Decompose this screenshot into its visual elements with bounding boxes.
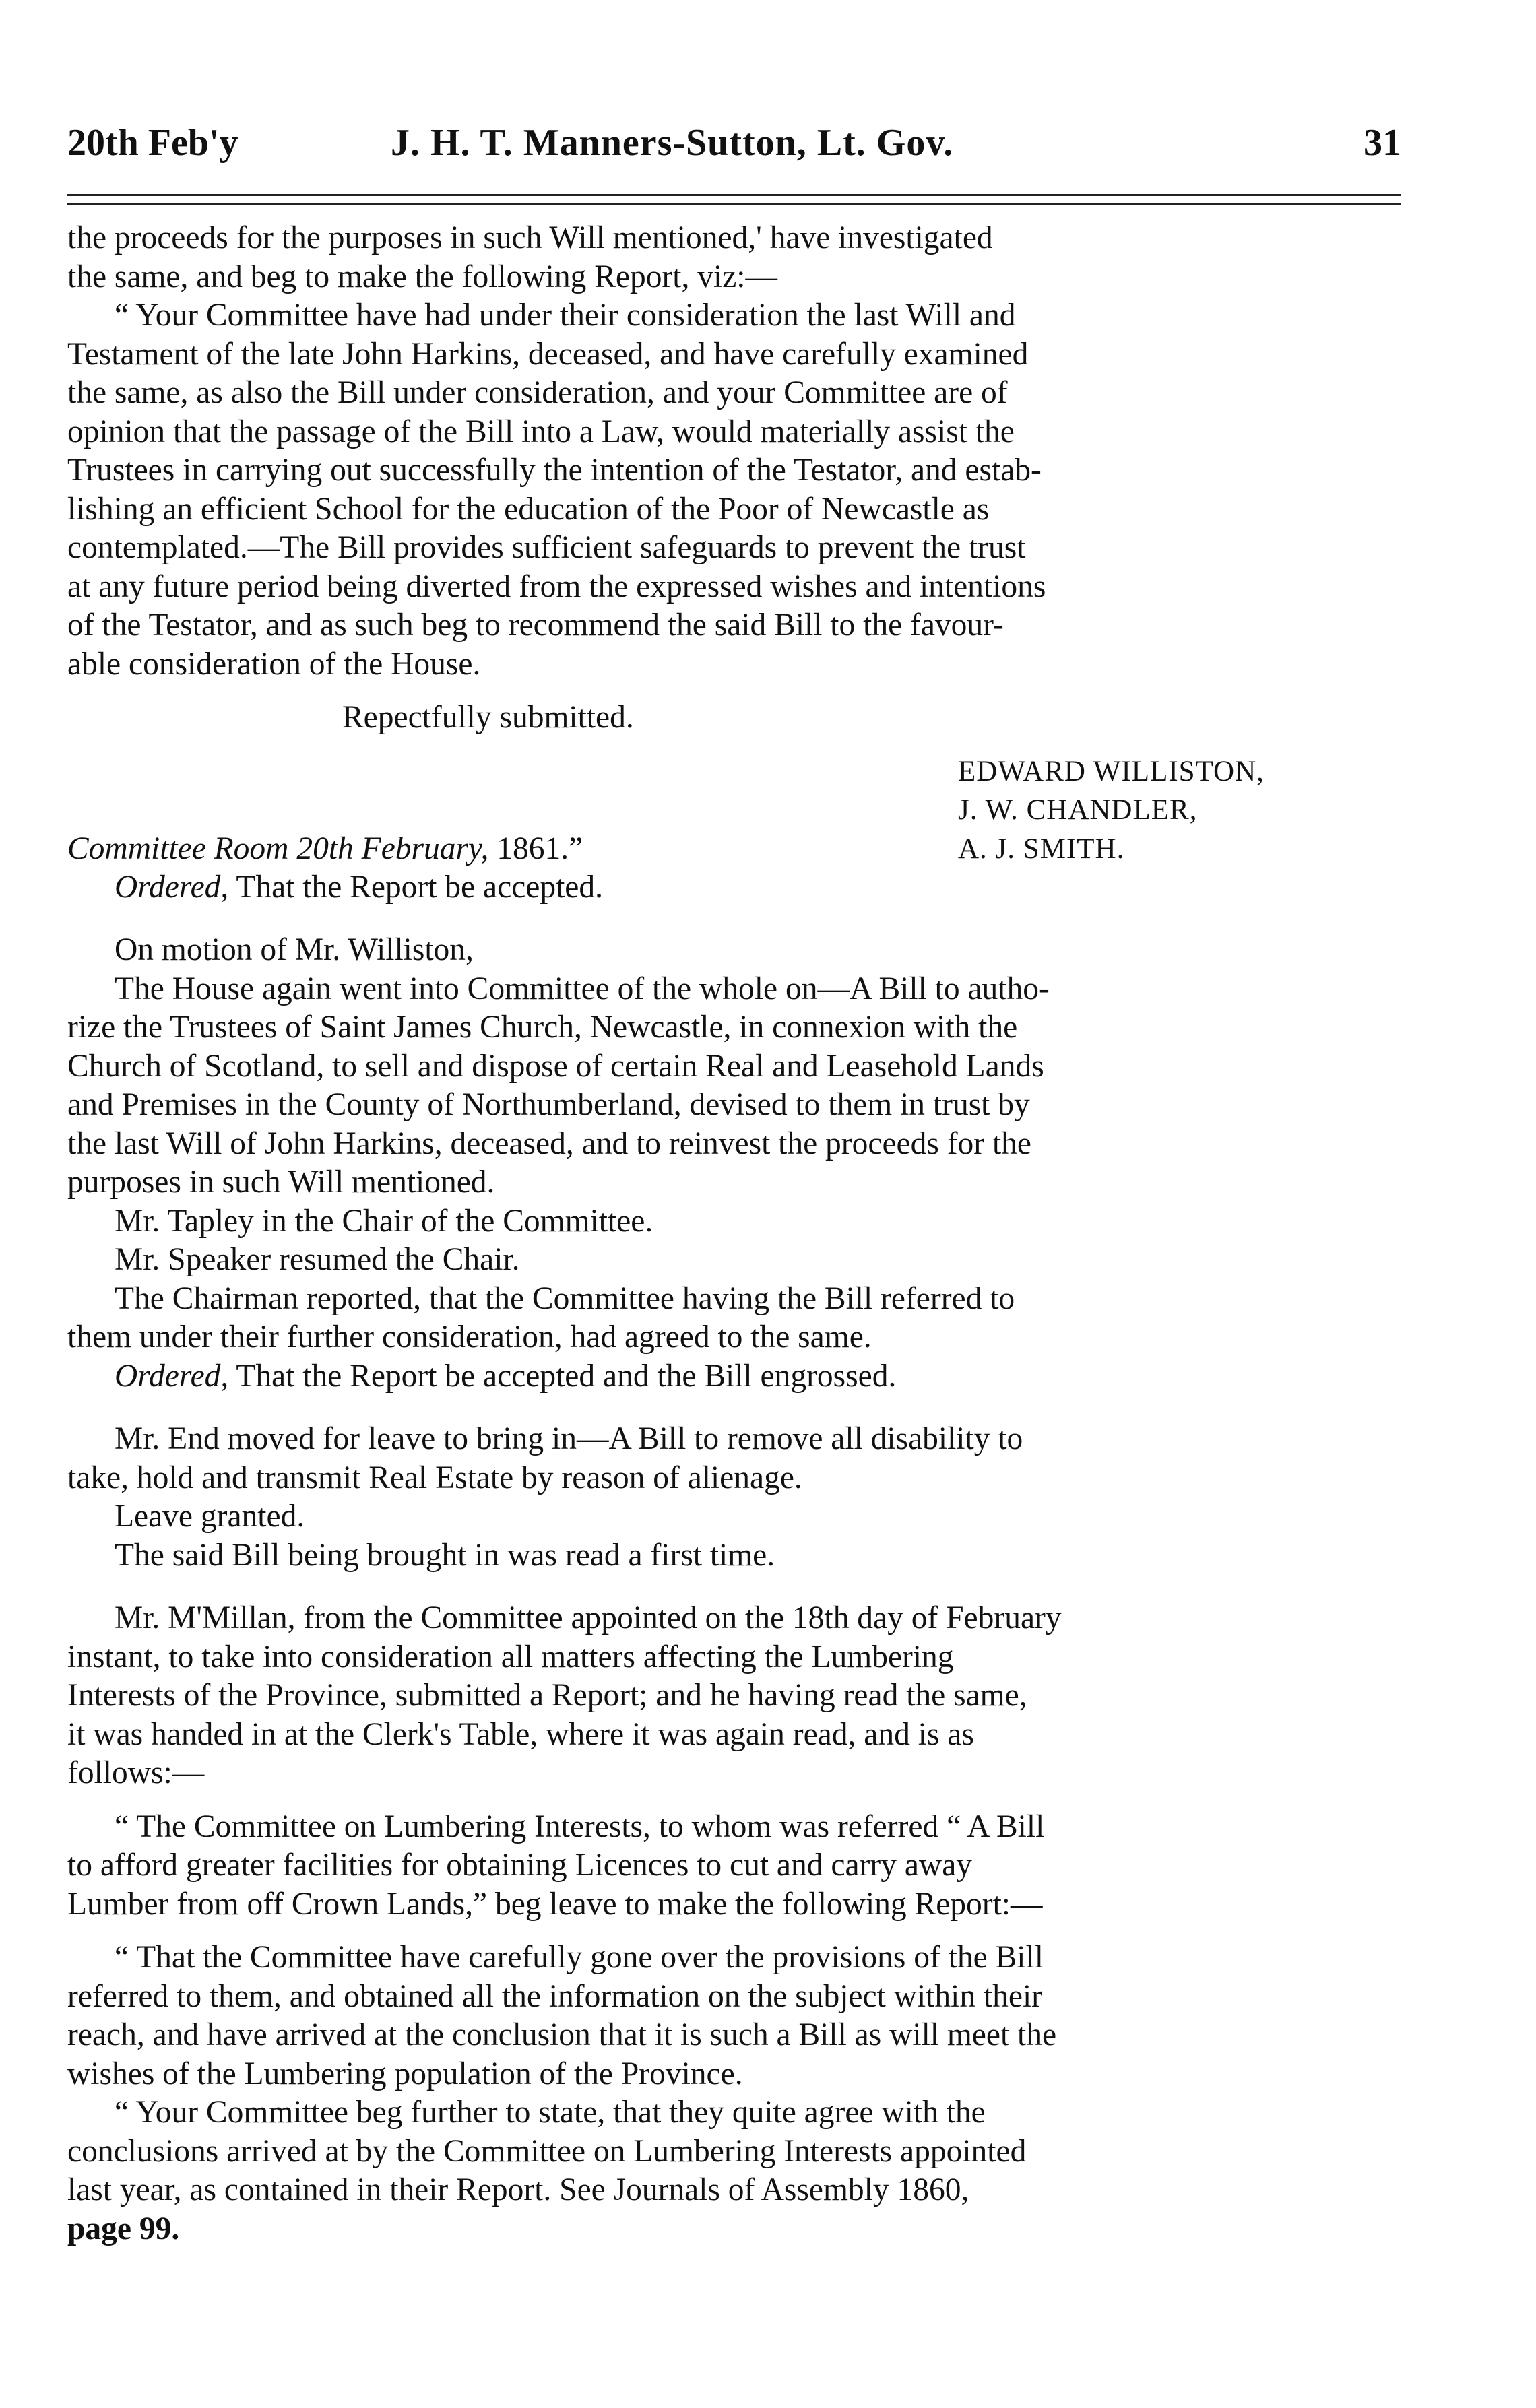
text-line: page 99.	[67, 2211, 180, 2246]
text-line: Trustees in carrying out successfully the intention of the Testator, and estab-	[67, 453, 1042, 488]
page-number: 31	[1364, 122, 1401, 164]
text-line: follows:—	[67, 1755, 205, 1790]
ordered-label: Ordered,	[115, 869, 229, 905]
text-line: Interests of the Province, submitted a Report; and he having read the same,	[67, 1678, 1027, 1713]
text-line: Mr. End moved for leave to bring in—A Bill to remove all disability to	[115, 1421, 1023, 1456]
mcmillan-paragraph	[67, 1599, 1401, 1793]
text-line: “ That the Committee have carefully gone over the provisions of the Bill	[115, 1940, 1044, 1975]
signatory-name: A. J. SMITH.	[958, 833, 1125, 865]
text-line: and Premises in the County of Northumberland, devised to them in trust by	[67, 1087, 1030, 1122]
signatory-name: J. W. CHANDLER,	[958, 794, 1198, 826]
text-line: them under their further consideration, had agreed to the same.	[67, 1320, 872, 1355]
text-line: Testament of the late John Harkins, deceased, and have carefully examined	[67, 336, 1029, 372]
text-line: opinion that the passage of the Bill into a Law, would materially assist the	[67, 414, 1015, 449]
ordered-line: Ordered, That the Report be accepted and the Bill engrossed.	[115, 1358, 897, 1394]
signatories	[958, 752, 1265, 869]
header-double-rule	[67, 194, 1401, 205]
text-line: “ Your Committee beg further to state, that they quite agree with the	[115, 2095, 986, 2130]
signatory-name: EDWARD WILLISTON,	[958, 755, 1265, 787]
leave-line: Leave granted.	[115, 1499, 305, 1534]
header-date: 20th Feb'y	[67, 122, 238, 164]
text-line: lishing an efficient School for the education of the Poor of Newcastle as	[67, 491, 990, 527]
text-line: it was handed in at the Clerk's Table, where it was again read, and is as	[67, 1716, 974, 1752]
header-running-title: J. H. T. Manners-Sutton, Lt. Gov.	[391, 122, 954, 164]
text-line: last year, as contained in their Report. See Journals of Assembly 1860,	[67, 2172, 969, 2207]
text-line: Lumber from off Crown Lands,” beg leave to make the following Report:—	[67, 1886, 1043, 1922]
text-line: “ Your Committee have had under their consideration the last Will and	[115, 298, 1016, 333]
lumbering-report-paragraph-2	[67, 1939, 1401, 2093]
committee-of-whole-paragraph	[67, 970, 1401, 1202]
place-date: Committee Room 20th February,	[67, 831, 489, 866]
text-line: The House again went into Committee of the whole on—A Bill to autho-	[115, 971, 1050, 1006]
text-line: able consideration of the House.	[67, 646, 481, 682]
text-line: instant, to take into consideration all matters affecting the Lumbering	[67, 1639, 954, 1674]
text-line: Church of Scotland, to sell and dispose of certain Real and Leasehold Lands	[67, 1048, 1044, 1084]
place-date-line	[67, 830, 583, 869]
text-line: of the Testator, and as such beg to recommend the said Bill to the favour-	[67, 608, 1004, 643]
document-page	[67, 115, 1401, 2246]
lumbering-report-paragraph-3	[67, 2093, 1401, 2248]
text-line: take, hold and transmit Real Estate by reason of alienage.	[67, 1460, 802, 1495]
text-line: the proceeds for the purposes in such Will mentioned,' have investigated	[67, 220, 993, 255]
text-line: The Chairman reported, that the Committee having the Bill referred to	[115, 1280, 1015, 1316]
signature-block	[67, 752, 1401, 868]
text-line: rize the Trustees of Saint James Church, Newcastle, in connexion with the	[67, 1010, 1018, 1045]
text-line: at any future period being diverted from the expressed wishes and intentions	[67, 568, 1046, 604]
signoff: Repectfully submitted.	[342, 700, 634, 735]
chairman-report-paragraph	[67, 1280, 1401, 1357]
text-line: contemplated.—The Bill provides sufficient safeguards to prevent the trust	[67, 530, 1026, 565]
paragraph-continuation	[67, 219, 1401, 296]
chair-line: Mr. Tapley in the Chair of the Committee.	[115, 1203, 653, 1239]
text-line: Mr. M'Millan, from the Committee appointed on the 18th day of February	[115, 1600, 1062, 1635]
running-header	[67, 115, 1401, 168]
text-line: conclusions arrived at by the Committee on Lumbering Interests appointed	[67, 2133, 1027, 2169]
place-year: 1861.”	[488, 831, 583, 866]
text-line: purposes in such Will mentioned.	[67, 1165, 495, 1200]
page-body	[67, 219, 1401, 2248]
end-motion-paragraph	[67, 1420, 1401, 1497]
text-line: referred to them, and obtained all the information on the subject within their	[67, 1978, 1042, 2014]
committee-report-paragraph	[67, 296, 1401, 684]
text-line: the same, as also the Bill under consideration, and your Committee are of	[67, 375, 1008, 410]
ordered-label: Ordered,	[115, 1358, 229, 1394]
text-line: the same, and beg to make the following Report, viz:—	[67, 259, 777, 294]
text-line: wishes of the Lumbering population of the Province.	[67, 2056, 743, 2091]
text-line: the last Will of John Harkins, deceased, and to reinvest the proceeds for the	[67, 1126, 1032, 1161]
speaker-line: Mr. Speaker resumed the Chair.	[115, 1242, 520, 1277]
text-line: “ The Committee on Lumbering Interests, to whom was referred “ A Bill	[115, 1809, 1045, 1844]
ordered-line: Ordered, That the Report be accepted.	[115, 869, 603, 905]
motion-line: On motion of Mr. Williston,	[115, 932, 474, 967]
first-reading-line: The said Bill being brought in was read a first time.	[115, 1537, 775, 1573]
text-line: reach, and have arrived at the conclusion that it is such a Bill as will meet the	[67, 2017, 1057, 2052]
text-line: to afford greater facilities for obtaining Licences to cut and carry away	[67, 1848, 973, 1883]
lumbering-report-paragraph-1	[67, 1808, 1401, 1924]
